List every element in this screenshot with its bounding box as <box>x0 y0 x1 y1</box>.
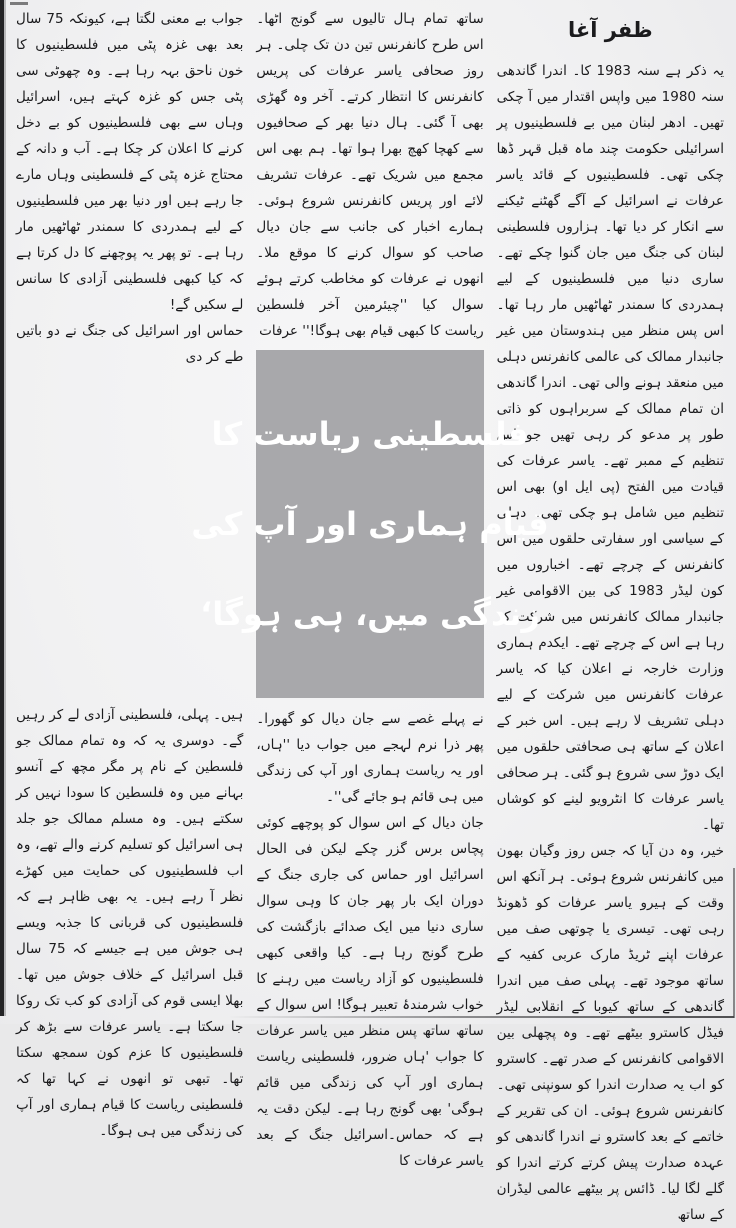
pull-quote-line-3: زندگی میں، ہی ہوگا‘ <box>200 595 540 633</box>
column-left-whitespace <box>16 370 243 702</box>
author-byline: ظفر آغا <box>567 18 653 42</box>
pull-quote-line-2: قیام ہماری اور آپ کی <box>191 505 549 543</box>
pull-quote-box <box>191 350 549 698</box>
paragraph-left-1: جواب بے معنی لگتا ہے، کیونکہ 75 سال بعد بھی غزہ پٹی میں فلسطینیوں کا خون ناحق بہہ رہا ہے۔ وہ چھوٹی سی پٹی جس کو غزہ کہتے ہیں، اسرائیل وہاں سے بھی فلسطینیوں کو بے دخل کرنے کا اعلان کر چکا ہے۔ آب و دانہ کے محتاج غزہ پٹی کے فلسطینی وہاں مارے جا رہے ہیں اور دنیا بھر میں فلسطینیوں کے لیے ہمدردی کا سمندر ٹھاٹھیں مار رہا ہے۔ تو پھر یہ پوچھنے کا دل کرتا ہے کہ کیا کبھی فلسطینی آزادی کا سانس لے سکیں گے! <box>16 11 244 313</box>
column-left <box>16 6 244 1139</box>
paragraph-left-2: حماس اور اسرائیل کی جنگ نے دو باتیں طے کر دی <box>16 323 244 365</box>
paragraph-right-1: یہ ذکر ہے سنہ 1983 کا۔ اندرا گاندھی سنہ 1980 میں واپس اقتدار میں آ چکی تھیں۔ ادھر لبنان میں بے فلسطینیوں پر اسرائیلی حکومت چند ماہ قبل قہر ڈھا چکی تھی۔ فلسطینیوں کے قائد یاسر عرفات نے اسرائیل کے آگے گھٹنے ٹیکنے سے انکار کر دیا تھا۔ ہزاروں فلسطینی لبنان کی جنگ میں جان گنوا چکے تھے۔ ساری دنیا میں فلسطینیوں کے لیے ہمدردی کا سمندر ٹھاٹھیں مار رہا تھا۔ اس پس منظر میں ہندوستان میں غیر جانبدار ممالک کی عالمی کانفرنس دہلی میں منعقد ہونے والی تھی۔ اندرا گاندھی ان تمام ممالک کے سربراہوں کو ذاتی طور پر مدعو کر رہی تھیں جو اس تنظیم کے ممبر تھے۔ یاسر عرفات کی قیادت میں الفتح (پی ایل او) بھی اس تنظیم میں شامل ہو چکی تھی۔ دہلی کے سیاسی اور سفارتی حلقوں میں اس کانفرنس کے چرچے تھے۔ اخباروں میں کون لیڈر 1983 کی بین الاقوامی غیر جانبدار ممالک کانفرنس میں شرکت کر رہا ہے اس کے چرچے تھے۔ ایکدم ہماری وزارت خارجہ نے اعلان کیا کہ یاسر عرفات کانفرنس میں شرکت کے لیے دہلی تشریف لا رہے ہیں۔ اس خبر کے اعلان کے ساتھ ہی صحافتی حلقوں میں ایک دوڑ سی شروع ہو گئی۔ ہر صحافی یاسر عرفات کا انٹرویو لینے کو کوشاں تھا۔ <box>496 63 724 833</box>
paragraph-middle-2: نے پہلے غصے سے جان دیال کو گھورا۔ پھر ذرا نرم لہجے میں جواب دیا ''ہاں، اور یہ ریاست ہماری اور آپ کی زندگی میں ہی قائم ہو جائے گی''۔ <box>256 711 484 805</box>
pull-quote-line-1: فلسطینی ریاست کا <box>211 415 529 453</box>
column-middle <box>191 6 549 1169</box>
paragraph-middle-3: جان دیال کے اس سوال کو پوچھے کوئی پچاس برس گزر چکے لیکن فی الحال اسرائیل اور حماس کی جاری جنگ کے دوران ایک بار پھر جان کا وہی سوال ساری دنیا میں ایک صدائے بازگشت کی طرح گونج رہا ہے۔ کیا واقعی کبھی فلسطینیوں کو آزاد ریاست میں رہنے کا خواب شرمندۂ تعبیر ہوگا! اس سوال کے ساتھ ساتھ پس منظر میں یاسر عرفات کا جواب 'ہاں ضرور، فلسطینی ریاست ہماری اور آپ کی زندگی میں قائم ہوگی' بھی گونج رہا ہے۔ لیکن دقت یہ ہے کہ حماس۔اسرائیل جنگ کے بعد یاسر عرفات کا <box>256 815 484 1169</box>
paragraph-middle-1: ساتھ تمام ہال تالیوں سے گونج اٹھا۔ اس طرح کانفرنس تین دن تک چلی۔ ہر روز صحافی یاسر عرفات کی پریس کانفرنس کا انتظار کرتے۔ آخر وہ گھڑی بھی آ گئی۔ ہال دنیا بھر کے صحافیوں سے کھچا کھچ بھرا ہوا تھا۔ ہم بھی اس مجمع میں شریک تھے۔ عرفات تشریف لائے اور پریس کانفرنس شروع ہوئی۔ ہمارے اخبار کی جانب سے جان دیال صاحب کو سوال کرنے کا موقع ملا۔ انھوں نے عرفات کو مخاطب کرتے ہوئے سوال کیا ''چیئرمین آخر فلسطین ریاست کا کبھی قیام بھی ہوگا!'' عرفات <box>256 11 484 339</box>
paragraph-right-2: خیر، وہ دن آیا کہ جس روز وگیان بھون میں کانفرنس شروع ہوئی۔ ہر آنکھ اس وقت کے ہیرو یاسر عرفات کو ڈھونڈ رہی تھی۔ تیسری یا چوتھی صف میں عرفات اپنے ٹریڈ مارک عربی کفیہ کے ساتھ موجود تھے۔ پہلی صف میں اندرا گاندھی کے ساتھ کیوبا کے انقلابی لیڈر فیڈل کاسترو بیٹھے تھے۔ وہ پچھلی بین الاقوامی کانفرنس کے صدر تھے۔ کاسترو کو اب یہ صدارت اندرا کو سونپنی تھی۔ کانفرنس شروع ہوئی۔ ان کی تقریر کے خاتمے کے بعد کاسترو نے اندرا گاندھی کو عہدہ صدارت پیش کرتے کرتے اندرا کو گلے لگا لیا۔ ڈائس پر بیٹھے عالمی لیڈران کے ساتھ <box>496 843 724 1223</box>
paragraph-left-3: ہیں۔ پہلی، فلسطینی آزادی لے کر رہیں گے۔ دوسری یہ کہ وہ تمام ممالک جو فلسطین کے نام پر مگر مچھ کے آنسو بہانے میں وہ فلسطین کا سودا نہیں کر سکتے ہیں۔ وہ مسلم ممالک جو جلد ہی اسرائیل کو تسلیم کرنے والے تھے، وہ اب فلسطینیوں کی حمایت میں کھڑے نظر آ رہے ہیں۔ یہ بھی ظاہر ہے کہ فلسطینیوں کی قربانی کا جذبہ ویسے ہی جوش میں ہے جیسے کہ 75 سال قبل اسرائیل کے خلاف جوش میں تھا۔ بھلا ایسی قوم کی آزادی کو کب تک روکا جا سکتا ہے۔ یاسر عرفات سے بڑھ کر فلسطینیوں کا عزم کون سمجھ سکتا تھا۔ تبھی تو انھوں نے کہا تھا کہ فلسطینی ریاست کا قیام ہماری اور آپ کی زندگی میں ہی ہوگا۔ <box>16 707 244 1139</box>
